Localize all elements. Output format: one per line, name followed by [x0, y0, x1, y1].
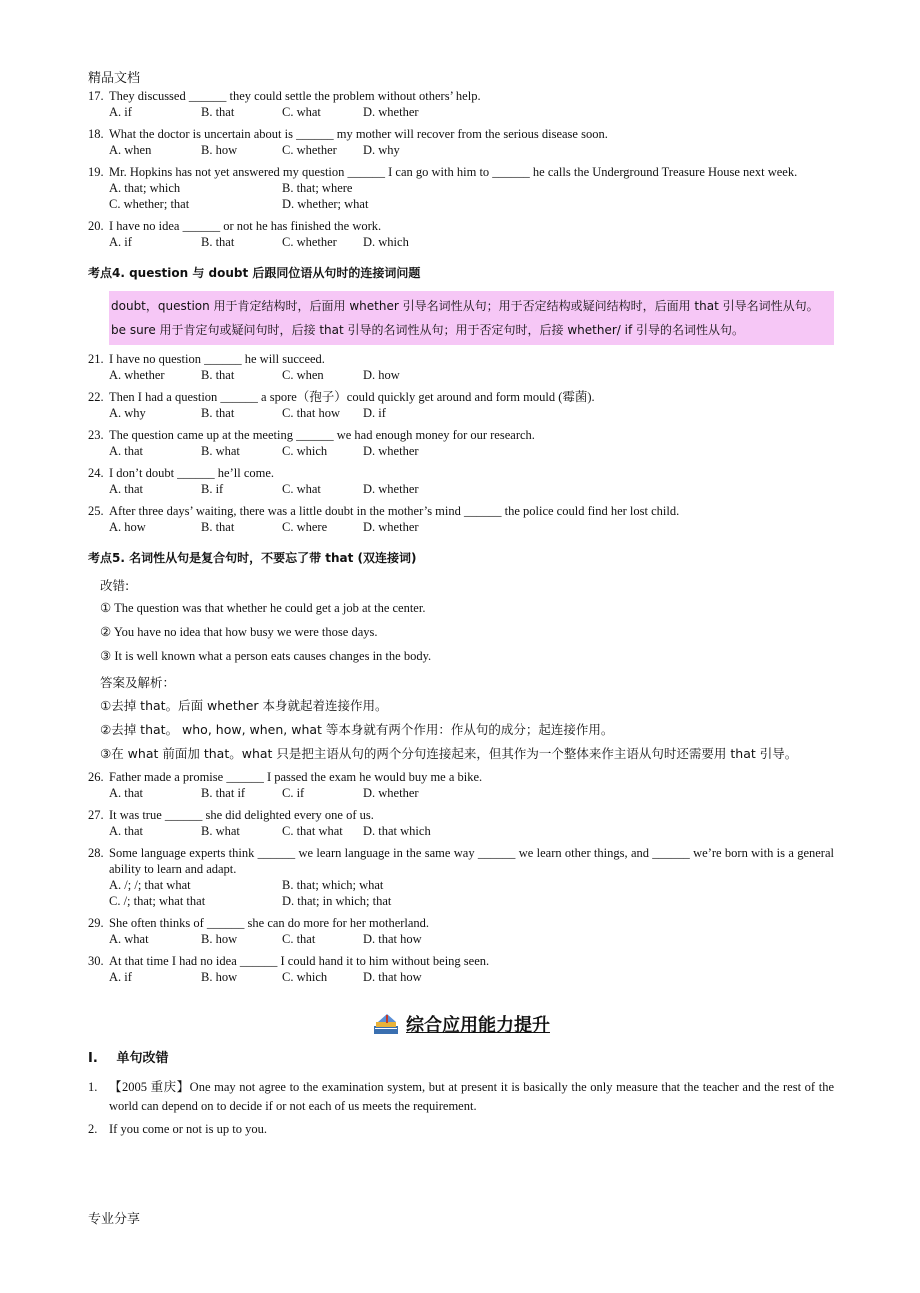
question-group-b	[88, 351, 834, 535]
section-4-title: 考点4. question 与 doubt 后跟同位语从句时的连接词问题	[88, 266, 421, 280]
question-text: The question came up at the meeting ______ we had enough money for our research.	[109, 428, 535, 442]
options-row	[88, 823, 834, 839]
question-text: At that time I had no idea ______ I could hand it to him without being seen.	[109, 954, 490, 968]
question-number: 23.	[88, 428, 104, 442]
question-number: 27.	[88, 808, 104, 822]
answer-option: A. how	[109, 520, 146, 534]
answer-option: C. that what	[282, 824, 343, 838]
answer-option: D. whether	[363, 444, 419, 458]
answer-option: C. that	[282, 932, 316, 946]
question-text: I have no question ______ he will succeed.	[109, 352, 325, 366]
options-row	[88, 481, 834, 497]
question-number: 26.	[88, 770, 104, 784]
answer-option: B. that	[201, 520, 235, 534]
correction-question	[88, 1078, 834, 1116]
answer-option: D. whether; what	[282, 197, 369, 211]
question-text: I have no idea ______ or not he has finished the work.	[109, 219, 382, 233]
answer-option: C. when	[282, 368, 324, 382]
question-stem	[88, 427, 834, 443]
answer-option: A. if	[109, 970, 132, 984]
answer-option: B. that; which; what	[282, 878, 384, 892]
question-stem	[88, 915, 834, 931]
banner-title: 综合应用能力提升	[406, 1015, 550, 1036]
item-number: 1.	[88, 1080, 98, 1094]
section-4-note: doubt，question 用于肯定结构时，后面用 whether 引导名词性从句；用于否定结构或疑问结构时，后面用 that 引导名词性从句。be sure 用于肯定句或疑问句时，后接 that 引导的名词性从句；用于否定句时，后接 whether/ if 引导的名词性从句。	[109, 291, 834, 345]
answer-option: A. if	[109, 235, 132, 249]
answer-option: D. that how	[363, 970, 422, 984]
options-row	[88, 519, 834, 535]
content	[88, 88, 834, 1143]
answer-option: C. what	[282, 482, 321, 496]
answer-option: B. how	[201, 143, 238, 157]
section-5-title: 考点5. 名词性从句是复合句时，不要忘了带 that (双连接词)	[88, 551, 417, 565]
answer-option: D. how	[363, 368, 400, 382]
question-text: Some language experts think ______ we learn language in the same way ______ we learn other things, and ______ we’re born with is a general ability to learn and adapt.	[109, 846, 834, 876]
answer-option: A. why	[109, 406, 146, 420]
question-text: I don’t doubt ______ he’ll come.	[109, 466, 275, 480]
answer-option: D. whether	[363, 786, 419, 800]
options-row	[88, 443, 834, 459]
answer-option: B. if	[201, 482, 224, 496]
options-row	[88, 405, 834, 421]
question-stem	[88, 218, 834, 234]
question	[88, 427, 834, 459]
answer-option: A. that	[109, 444, 144, 458]
question-number: 22.	[88, 390, 104, 404]
answer-option: B. that	[201, 406, 235, 420]
question-number: 20.	[88, 219, 104, 233]
question-number: 30.	[88, 954, 104, 968]
answer-option: D. whether	[363, 105, 419, 119]
correction-item: ② You have no idea that how busy we were those days.	[100, 625, 378, 639]
answer-option: C. /; that; what that	[109, 894, 206, 908]
question	[88, 126, 834, 158]
answer-option: A. that	[109, 824, 144, 838]
answer-option: B. that	[201, 105, 235, 119]
part-1-title: 单句改错	[116, 1051, 169, 1066]
options-row	[88, 142, 834, 158]
question	[88, 769, 834, 801]
question	[88, 88, 834, 120]
item-number: 2.	[88, 1122, 98, 1136]
book-icon	[372, 1012, 402, 1036]
question-text: What the doctor is uncertain about is ______ my mother will recover from the serious disease soon.	[109, 127, 608, 141]
question-number: 24.	[88, 466, 104, 480]
question	[88, 218, 834, 250]
question-number: 28.	[88, 846, 104, 860]
item-text: 【2005 重庆】One may not agree to the examination system, but at present it is basically the only measure that the teacher and the rest of the world can depend on to decide if or not each of us meets the requirement.	[109, 1080, 834, 1113]
question-stem	[88, 503, 834, 519]
question	[88, 915, 834, 947]
answer-option: A. what	[109, 932, 149, 946]
options-row	[88, 180, 834, 196]
answer-option: B. that	[201, 368, 235, 382]
question-text: Mr. Hopkins has not yet answered my question ______ I can go with him to ______ he calls the Underground Treasure House next week.	[109, 165, 798, 179]
question-number: 25.	[88, 504, 104, 518]
answer-option: C. whether	[282, 143, 337, 157]
options-row	[88, 931, 834, 947]
options-row	[88, 785, 834, 801]
question-number: 17.	[88, 89, 104, 103]
question-number: 21.	[88, 352, 104, 366]
answer-option: A. /; /; that what	[109, 878, 191, 892]
question-stem	[88, 164, 834, 180]
question-stem	[88, 88, 834, 104]
answer-option: D. that which	[363, 824, 431, 838]
answer-option: B. that	[201, 235, 235, 249]
question-text: They discussed ______ they could settle the problem without others’ help.	[109, 89, 481, 103]
footer-note: 专业分享	[88, 1211, 141, 1226]
answer-option: B. that if	[201, 786, 246, 800]
question	[88, 389, 834, 421]
correction-question	[88, 1120, 834, 1139]
answer-option: B. that; where	[282, 181, 353, 195]
answer-option: C. what	[282, 105, 321, 119]
question-text: Father made a promise ______ I passed the exam he would buy me a bike.	[109, 770, 483, 784]
question	[88, 953, 834, 985]
answer-label: 答案及解析：	[100, 675, 176, 690]
section-banner	[88, 1011, 834, 1037]
answer-option: C. which	[282, 444, 328, 458]
question	[88, 845, 834, 909]
question	[88, 351, 834, 383]
options-row	[88, 877, 834, 893]
answer-item: ①去掉 that。后面 whether 本身就起着连接作用。	[100, 698, 388, 713]
question-stem	[88, 465, 834, 481]
answer-option: C. if	[282, 786, 305, 800]
answer-option: B. how	[201, 932, 238, 946]
options-row	[88, 196, 834, 212]
answer-option: B. what	[201, 824, 240, 838]
question-stem	[88, 769, 834, 785]
answer-option: D. that; in which; that	[282, 894, 392, 908]
options-row	[88, 969, 834, 985]
question	[88, 503, 834, 535]
answer-option: C. whether	[282, 235, 337, 249]
question-number: 18.	[88, 127, 104, 141]
question	[88, 164, 834, 212]
answer-option: C. where	[282, 520, 328, 534]
question-stem	[88, 389, 834, 405]
question-number: 19.	[88, 165, 104, 179]
question-stem	[88, 126, 834, 142]
correction-label: 改错:	[100, 578, 130, 593]
answer-option: D. whether	[363, 520, 419, 534]
answer-option: C. that how	[282, 406, 340, 420]
answer-option: B. how	[201, 970, 238, 984]
part-1-heading	[88, 1047, 834, 1066]
question-text: She often thinks of ______ she can do more for her motherland.	[109, 916, 430, 930]
question-text: After three days’ waiting, there was a little doubt in the mother’s mind ______ the police could find her lost child.	[109, 504, 680, 518]
answer-option: A. that; which	[109, 181, 181, 195]
answer-option: B. what	[201, 444, 240, 458]
question-text: It was true ______ she did delighted every one of us.	[109, 808, 374, 822]
question-number: 29.	[88, 916, 104, 930]
options-row	[88, 893, 834, 909]
question-stem	[88, 351, 834, 367]
correction-item: ① The question was that whether he could get a job at the center.	[100, 601, 426, 615]
item-text: If you come or not is up to you.	[109, 1122, 267, 1136]
answer-option: A. if	[109, 105, 132, 119]
part-1-number: I.	[88, 1051, 98, 1066]
correction-item: ③ It is well known what a person eats causes changes in the body.	[100, 649, 432, 663]
question-stem	[88, 807, 834, 823]
question-group-a	[88, 88, 834, 250]
question	[88, 465, 834, 497]
answer-option: A. whether	[109, 368, 165, 382]
answer-option: D. which	[363, 235, 409, 249]
question-stem	[88, 953, 834, 969]
answer-item: ②去掉 that。 who, how, when, what 等本身就有两个作用：作从句的成分；起连接作用。	[100, 722, 614, 737]
answer-item: ③在 what 前面加 that。what 只是把主语从句的两个分句连接起来，但其作为一个整体来作主语从句时还需要用 that 引导。	[100, 746, 798, 761]
question-group-c	[88, 769, 834, 985]
options-row	[88, 367, 834, 383]
question-text: Then I had a question ______ a spore（孢子）could quickly get around and form mould (霉菌).	[109, 390, 595, 404]
answer-option: A. when	[109, 143, 152, 157]
answer-option: D. that how	[363, 932, 422, 946]
answer-option: D. why	[363, 143, 400, 157]
options-row	[88, 234, 834, 250]
options-row	[88, 104, 834, 120]
header-note: 精品文档	[88, 70, 141, 85]
answer-option: C. which	[282, 970, 328, 984]
answer-option: A. that	[109, 786, 144, 800]
answer-option: D. whether	[363, 482, 419, 496]
answer-option: D. if	[363, 406, 386, 420]
question-stem	[88, 845, 834, 877]
answer-option: C. whether; that	[109, 197, 190, 211]
answer-option: A. that	[109, 482, 144, 496]
question	[88, 807, 834, 839]
